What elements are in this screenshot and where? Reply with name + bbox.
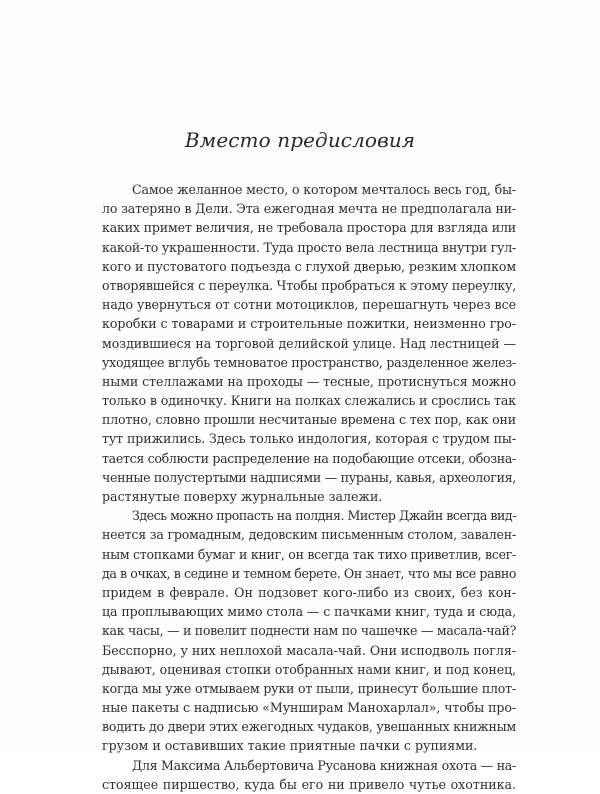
text-line: ными стеллажами на проходы — тесные, протиснуться можно — [102, 373, 516, 389]
text-line: придем в феврале. Он подзовет кого-либо из своих, без кон- — [102, 584, 516, 600]
text-line: да в очках, в седине и темном берете. Он знает, что мы все равно — [102, 565, 516, 581]
text-line: плотно, словно прошли несчитаные времена с тех пор, как они — [102, 412, 516, 428]
text-line: ло затеряно в Дели. Эта ежегодная мечта не предполагала ни- — [102, 201, 517, 217]
text-line: тут прижились. Здесь только индология, которая с трудом пы- — [102, 431, 516, 447]
text-line: Самое желанное место, о котором мечталось весь год, бы- — [132, 182, 516, 197]
text-line: ные пакеты с надписью «Мунширам Манохарлал», чтобы про- — [102, 700, 516, 716]
chapter-heading: Вместо предисловия — [184, 128, 416, 152]
text-line: ца проплывающих мимо стола — с пачками книг, туда и сюда, — [102, 604, 516, 620]
text-line: Для Максима Альбертовича Русанова книжная охота — на- — [132, 757, 516, 773]
text-line: моздившиеся на торговой делийской улице. Над лестницей — — [102, 335, 516, 351]
text-line: как часы, — и повелит поднести нам по чашечке — масала-чай? — [102, 623, 517, 639]
text-line: надо увернуться от сотни мотоциклов, перешагнуть через все — [102, 297, 516, 313]
text-line: коробки с товарами и строительные пожитки, неизменно гро- — [102, 316, 516, 332]
body-text — [102, 180, 516, 794]
text-line: Бесспорно, у них неплохой масала-чай. Они исподволь погля- — [102, 642, 516, 658]
text-line: ченные полустертыми надписями — пураны, кавья, археология, — [102, 469, 516, 485]
text-line: растянутые поверху журнальные залежи. — [102, 489, 383, 504]
text-line: грузом и оставивших такие приятные пачки с рупиями. — [102, 738, 478, 754]
text-line: ным стопками бумаг и книг, он всегда так тихо приветлив, всег- — [102, 546, 516, 562]
text-line: какой-то украшенности. Туда просто вела лестница внутри гул- — [102, 239, 516, 255]
text-line: неется за громадным, дедовским письменным столом, завален- — [102, 527, 516, 543]
text-line: водить до двери этих ежегодных чудаков, увешанных книжным — [102, 719, 516, 735]
text-line: тается соблюсти распределение на подобающие отсеки, обозна- — [102, 450, 516, 466]
text-line: уходящее вглубь темноватое пространство, разделенное желез- — [102, 354, 516, 370]
text-line: стоящее пиршество, куда бы его ни привело чутье охотника. — [102, 776, 516, 792]
text-line: Здесь можно пропасть на полдня. Мистер Джайн всегда вид- — [132, 508, 516, 524]
text-line: кого и пустоватого подъезда с глухой дверью, резким хлопком — [102, 258, 516, 274]
text-line: только в одиночку. Книги на полках слежались и срослись так — [102, 393, 516, 409]
text-line: каких примет величия, не требовала простора для взгляда или — [102, 220, 516, 236]
text-line: дывают, оценивая стопки отобранных нами книг, и под конец, — [102, 661, 516, 677]
text-line: когда мы уже отмываем руки от пыли, принесут большие плот- — [102, 680, 516, 696]
text-line: отворявшейся с переулка. Чтобы пробраться к этому переулку, — [102, 277, 516, 293]
